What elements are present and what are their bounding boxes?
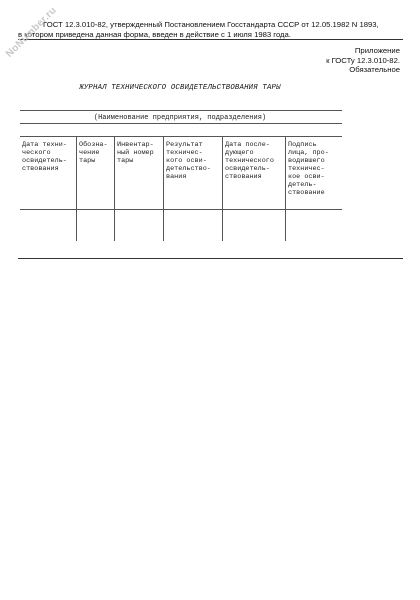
table-header-cell: Дата техни- ческого освидетель- ствования — [22, 141, 67, 173]
header-line-1: ГОСТ 12.3.010-82, утвержденный Постановлением Госстандарта СССР от 12.05.1982 N 1893, — [43, 20, 379, 29]
table-header-cell: Подпись лица, про- водившего техничес- кое осви- детель- ствование — [288, 141, 329, 197]
table-header-bottom-border — [20, 209, 342, 210]
watermark-logo: NoNumber.ru — [4, 4, 59, 60]
column-divider — [76, 136, 77, 241]
table-header-cell: Обозна- чение тары — [79, 141, 108, 165]
org-name-line — [20, 110, 342, 111]
table-top-border — [20, 136, 342, 137]
appendix-line-2: к ГОСТу 12.3.010-82. — [326, 55, 400, 65]
column-divider — [114, 136, 115, 241]
table-header-cell: Дата после- дующего технического освидетель- ствования — [225, 141, 274, 181]
appendix-note — [326, 46, 400, 75]
table-header-cell: Инвентар- ный номер тары — [117, 141, 154, 165]
header-line-2: в котором приведена данная форма, введен в действие с 1 июля 1983 года. — [18, 29, 291, 39]
column-divider — [222, 136, 223, 241]
form-subtitle: (Наименование предприятия, подразделения) — [93, 114, 267, 122]
column-divider — [285, 136, 286, 241]
appendix-line-1: Приложение — [354, 46, 400, 55]
document-header — [18, 20, 403, 39]
header-divider — [18, 39, 403, 40]
form-title: ЖУРНАЛ ТЕХНИЧЕСКОГО ОСВИДЕТЕЛЬСТВОВАНИЯ ТАРЫ — [79, 84, 281, 92]
footer-divider — [18, 258, 403, 259]
table-header-cell: Результат техничес- кого осви- детельство- вания — [166, 141, 211, 181]
subtitle-underline — [20, 123, 342, 124]
appendix-line-3: Обязательное — [349, 65, 400, 74]
column-divider — [163, 136, 164, 241]
